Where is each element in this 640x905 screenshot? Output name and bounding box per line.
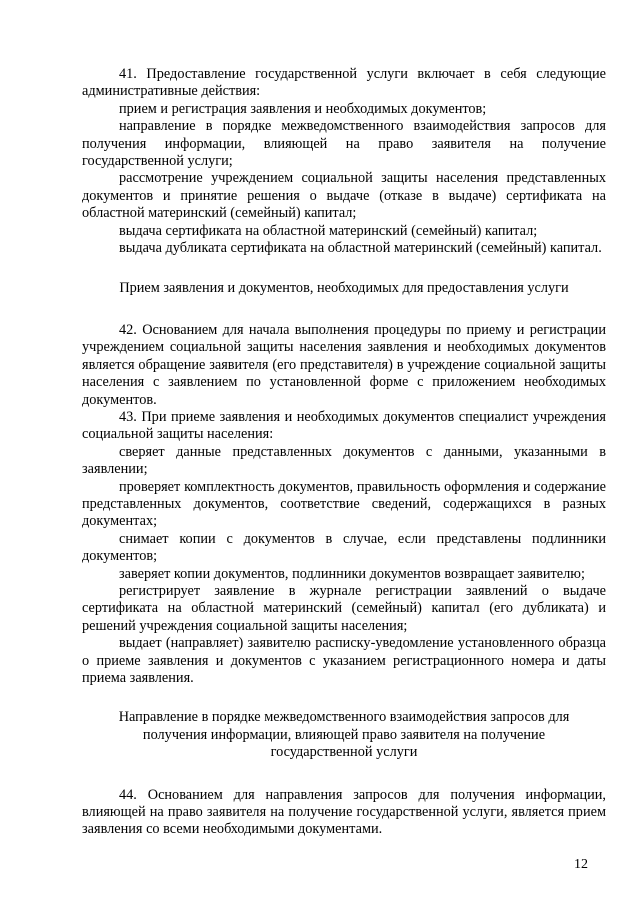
heading-line: Направление в порядке межведомственного взаимодействия запросов для (118, 709, 570, 726)
section-41-item: рассмотрение учреждением социальной защиты населения представленных документов и принятие решения о выдаче (отказе в выдаче) сертификата на областной материнский (семейный) капитал; (82, 170, 606, 222)
heading-line: получения информации, влияющей право заявителя на получение (142, 726, 546, 743)
section-heading-reception: Прием заявления и документов, необходимых для предоставления услуги (119, 280, 569, 297)
paragraph-42: 42. Основанием для начала выполнения процедуры по приему и регистрации учреждением социальной защиты населения заявления и необходимых документов является обращение заявителя (его представителя) в учреждение социальной защиты населения с заявлением по установленной форме с приложением необходимых документов. (82, 321, 606, 408)
section-43-item: снимает копии с документов в случае, если представлены подлинники документов; (82, 530, 606, 565)
section-41-item: прием и регистрация заявления и необходимых документов; (119, 100, 487, 117)
section-43-item: проверяет комплектность документов, правильность оформления и содержание представленных документов, соответствие сведений, содержащихся в разных документах; (82, 478, 606, 530)
page-number: 12 (574, 857, 588, 872)
section-43-item: сверяет данные представленных документов с данными, указанными в заявлении; (82, 443, 606, 478)
section-43-item: регистрирует заявление в журнале регистрации заявлений о выдаче сертификата на областной материнский (семейный) капитал (его дубликата) и решений учреждения социальной защиты населения; (82, 582, 606, 634)
section-41-intro: 41. Предоставление государственной услуги включает в себя следующие административные действия: (82, 66, 606, 100)
heading-line: государственной услуги (270, 744, 418, 761)
section-41-item: выдача дубликата сертификата на областной материнский (семейный) капитал. (119, 240, 602, 257)
section-41-item: направление в порядке межведомственного взаимодействия запросов для получения информации, влияющей на право заявителя на получение государственной услуги; (82, 118, 606, 170)
section-41-item: выдача сертификата на областной материнский (семейный) капитал; (119, 222, 538, 239)
document-page (82, 66, 606, 839)
section-43-intro: 43. При приеме заявления и необходимых документов специалист учреждения социальной защиты населения: (82, 408, 606, 443)
section-heading-interagency (82, 709, 606, 761)
section-43-item: выдает (направляет) заявителю расписку-уведомление установленного образца о приеме заявления и документов с указанием регистрационного номера и даты приема заявления. (82, 635, 606, 686)
paragraph-44: 44. Основанием для направления запросов для получения информации, влияющей на право заявителя на получение государственной услуги, является прием заявления со всеми необходимыми документами. (82, 786, 606, 838)
section-43-item: заверяет копии документов, подлинники документов возвращает заявителю; (119, 565, 585, 582)
